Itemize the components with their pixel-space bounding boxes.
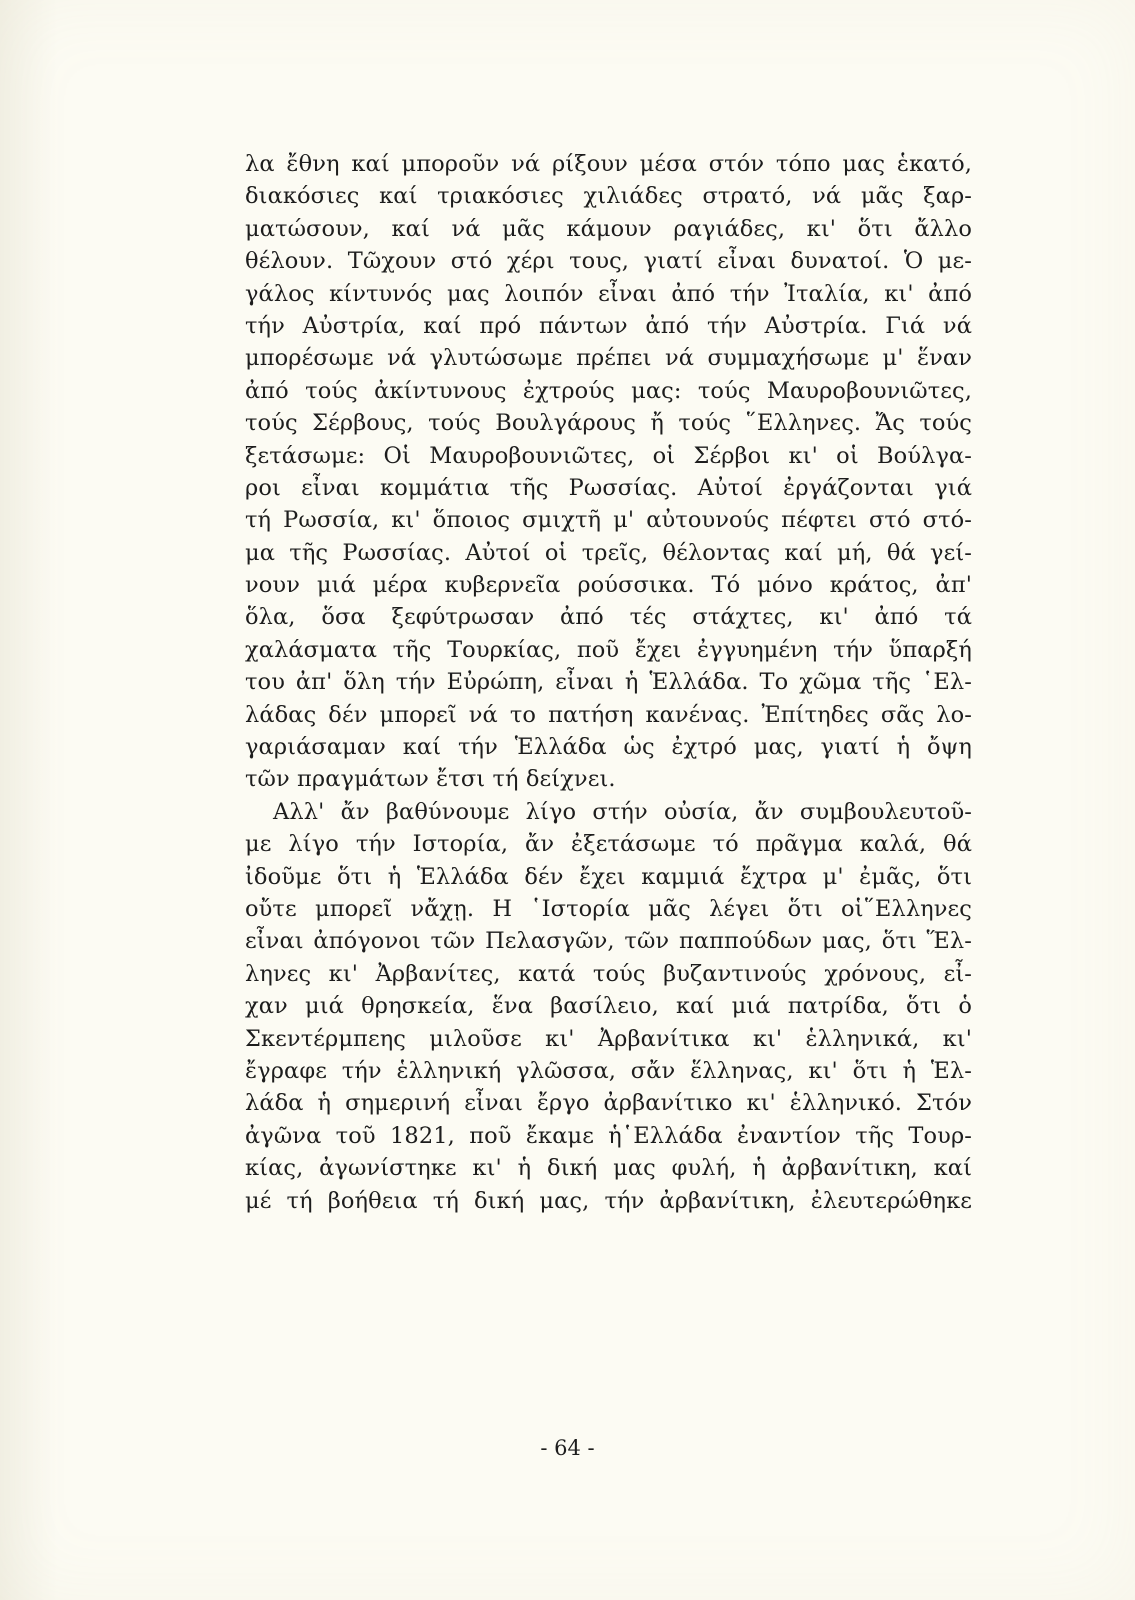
text-line: τή Ρωσσία, κι' ὅποιος σμιχτῆ μ' αὐτουνούς πέφτει στό στό- [245, 507, 972, 534]
text-line: μα τῆς Ρωσσίας. Αὐτοί οἱ τρεῖς, θέλοντας καί μή, θά γεί- [245, 539, 972, 566]
text-line: εἶναι ἀπόγονοι τῶν Πελασγῶν, τῶν παππούδων μας, ὅτι Ἕλ- [245, 928, 972, 955]
text-line: Αλλ' ἄν βαθύνουμε λίγο στήν οὐσία, ἄν συμβουλευτοῦ- [273, 798, 972, 825]
text-line: ἰδοῦμε ὅτι ἡ Ἑλλάδα δέν ἔχει καμμιά ἔχτρα μ' ἐμᾶς, ὅτι [245, 863, 972, 890]
text-line: νουν μιά μέρα κυβερνεῖα ρούσσικα. Τό μόνο κράτος, ἀπ' [245, 572, 972, 599]
text-line: ἀγῶνα τοῦ 1821, ποῦ ἔκαμε ἡ῾Ελλάδα ἐναντίον τῆς Τουρ- [245, 1122, 972, 1149]
text-line: ἔγραφε τήν ἑλληνική γλῶσσα, σἄν ἕλληνας, κι' ὅτι ἡ Ἑλ- [245, 1057, 972, 1084]
text-line: του ἀπ' ὅλη τήν Εὐρώπη, εἶναι ἡ Ἑλλάδα. Το χῶμα τῆς ῾Ελ- [245, 669, 972, 696]
text-line: χαν μιά θρησκεία, ἕνα βασίλειο, καί μιά πατρίδα, ὅτι ὁ [245, 993, 972, 1020]
text-line: ξετάσωμε: Οἱ Μαυροβουνιῶτες, οἱ Σέρβοι κι' οἱ Βούλγα- [245, 442, 972, 469]
text-line: ὅλα, ὅσα ξεφύτρωσαν ἀπό τές στάχτες, κι' ἀπό τά [245, 604, 972, 631]
text-line: τήν Αὐστρία, καί πρό πάντων ἀπό τήν Αὐστρία. Γιά νά [245, 312, 972, 339]
text-line: οὔτε μπορεῖ νἄχῃ. Η ῾Ιστορία μᾶς λέγει ὅτι οἱ῞Ελληνες [245, 895, 972, 922]
text-line: γαριάσαμαν καί τήν Ἑλλάδα ὡς ἐχτρό μας, γιατί ἡ ὄψη [245, 734, 972, 761]
page-number: - 64 - [540, 1436, 595, 1460]
text-line: λάδα ἡ σημερινή εἶναι ἔργο ἀρβανίτικο κι' ἑλληνικό. Στόν [245, 1090, 972, 1117]
text-line: διακόσιες καί τριακόσιες χιλιάδες στρατό, νά μᾶς ξαρ- [245, 183, 972, 210]
body-text [245, 148, 972, 1217]
text-line: τούς Σέρβους, τούς Βουλγάρους ἤ τούς ῞Ελληνες. Ἄς τούς [245, 410, 972, 437]
text-line: κίας, ἀγωνίστηκε κι' ἡ δική μας φυλή, ἡ ἀρβανίτικη, καί [245, 1155, 972, 1182]
text-line: ληνες κι' Ἀρβανίτες, κατά τούς βυζαντινούς χρόνους, εἶ- [245, 960, 972, 987]
text-line: με λίγο τήν Ιστορία, ἄν ἐξετάσωμε τό πρᾶγμα καλά, θά [245, 831, 972, 858]
text-line: μέ τή βοήθεια τή δική μας, τήν ἀρβανίτικη, ἐλευτερώθηκε [245, 1187, 972, 1214]
text-line: ροι εἶναι κομμάτια τῆς Ρωσσίας. Αὐτοί ἐργάζονται γιά [245, 474, 972, 501]
scan-shadow-edge [0, 0, 58, 1600]
text-line: γάλος κίντυνός μας λοιπόν εἶναι ἀπό τήν Ἰταλία, κι' ἀπό [245, 280, 972, 307]
text-line: λα ἔθνη καί μποροῦν νά ρίξουν μέσα στόν τόπο μας ἑκατό, [245, 151, 972, 177]
text-line: λάδας δέν μπορεῖ νά το πατήση κανένας. Ἐπίτηδες σᾶς λο- [245, 701, 972, 728]
paragraph-1 [245, 148, 972, 796]
text-line: χαλάσματα τῆς Τουρκίας, ποῦ ἔχει ἐγγυημένη τήν ὕπαρξή [245, 636, 972, 663]
text-line: τῶν πραγμάτων ἔτσι τή δείχνει. [245, 766, 616, 793]
paragraph-2 [245, 796, 972, 1217]
text-line: μπορέσωμε νά γλυτώσωμε πρέπει νά συμμαχήσωμε μ' ἕναν [245, 345, 972, 372]
text-line: θέλουν. Τῶχουν στό χέρι τους, γιατί εἶναι δυνατοί. Ὁ με- [245, 248, 972, 275]
text-line: ἀπό τούς ἀκίντυνους ἐχτρούς μας: τούς Μαυροβουνιῶτες, [245, 377, 972, 404]
text-line: Σκεντέρμπεης μιλοῦσε κι' Ἀρβανίτικα κι' ἑλληνικά, κι' [245, 1025, 972, 1052]
text-line: ματώσουν, καί νά μᾶς κάμουν ραγιάδες, κι' ὅτι ἄλλο [245, 215, 972, 242]
